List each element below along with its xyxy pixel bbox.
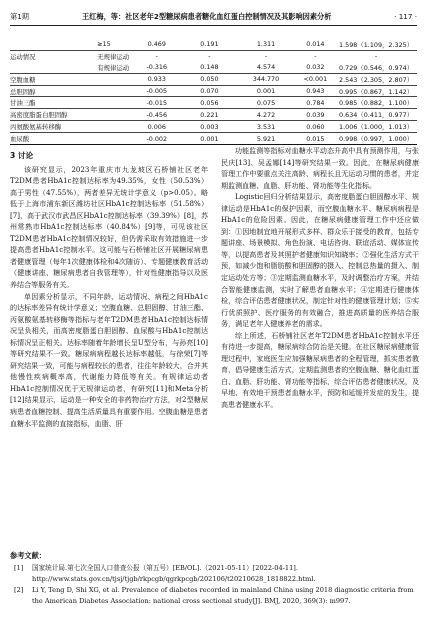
- value-cell: 0.221: [182, 109, 236, 121]
- row-label: 高密度脂蛋白胆固醇: [10, 109, 97, 121]
- value-cell: 0.998（0.997，1.000）: [335, 133, 417, 145]
- row-label: [10, 39, 97, 50]
- row-sublabel: [97, 133, 131, 145]
- reference-text: Li Y, Teng D, Shi XG, et al. Prevalence of diabetes recorded in mainland China using 2018 diagnostic criteria from the American Diabetes Association: national cross sectional study[J]. BMJ, 2020, 369(3): m997.: [32, 586, 414, 605]
- value-cell: 0.060: [296, 121, 336, 133]
- table-row: [10, 85, 417, 97]
- row-label: 血尿酸: [10, 133, 97, 145]
- value-cell: 0.003: [182, 121, 236, 133]
- row-sublabel: [97, 85, 131, 97]
- value-cell: 0.995（0.867，1.142）: [335, 85, 417, 97]
- value-cell: 0.943: [296, 85, 336, 97]
- value-cell: 0.191: [200, 40, 219, 49]
- row-sublabel: [97, 73, 131, 85]
- table-row: [10, 50, 417, 61]
- reference-number: [1]: [14, 564, 24, 572]
- value-cell: -: [182, 50, 236, 61]
- row-label: 丙氨酸氨基转移酶: [10, 121, 97, 133]
- row-label: 总胆固醇: [10, 85, 97, 97]
- body-paragraph: 该研究显示，2023年重庆市九龙坡区石桥铺社区老年T2DM患者HbA1c控制达标率为49.35%，女性（50.53%）高于男性（47.55%），两者差异无统计学意义（p>0.05）。略低于上海市浦东新区潍坊社区HbA1c控制达标率（51.58%）[7]，高于武汉市武昌区HbA1c控制达标率（39.39%）[8]，苏州常熟市HbA1c控制达标率（40.84%）[9]等，可见该社区T2DM患者HbA1c控制情况较好，但仍需采取有效措施进一步提高患者HbA1c控制水平。这可能与石桥铺社区开展糖尿病患者健康管理（每年1次健康体检和4次随访）、专题健康教育活动（健康讲座、糖尿病患者自我管理等），针对性健康指导以及医养结合等服务有关。: [10, 164, 208, 290]
- regression-table: [10, 39, 417, 145]
- value-cell: 0.075: [236, 97, 295, 109]
- row-sublabel: [97, 97, 131, 109]
- table-row: [10, 133, 417, 145]
- table-row: [10, 39, 417, 50]
- references-heading: 参考文献：: [10, 551, 46, 560]
- value-cell: -: [296, 50, 336, 61]
- reference-text: 国家统计局.第七次全国人口普查公报（第五号）[EB/OL].（2021-05-11）[2022-04-11]. http://www.stats.gov.cn/tjsj/tjgb/rkpcgb/qgrkpcgb/202106/t20210628_1818822.html.: [32, 564, 316, 583]
- body-paragraph: 综上所述，石桥铺社区老年T2DM患者HbA1c控制水平还有待进一步提高，糖尿病综合防治是关键。在社区糖尿病健康管理过程中，家庭医生应加强糖尿病患者的全程管理，抓实患者教育，倡导健康生活方式，定期监测患者的空腹血糖、糖化血红蛋白、血脂、肝功能、肾功能等指标，综合评估患者健康状况，及早地、有效地干预患者血糖水平，预防和延缓并发症的发生，提高患者健康水平。: [221, 330, 419, 410]
- row-label: 运动情况: [10, 50, 97, 61]
- value-cell: 0.933: [131, 73, 182, 85]
- row-sublabel: 无规律运动: [97, 50, 131, 61]
- running-header: [10, 12, 417, 24]
- body-paragraph: Logistic回归分析结果显示，高密度脂蛋白胆固醇水平、规律运动是HbA1c的保护因素，而空腹血糖水平、糖尿病病程是HbA1c的危险因素。因此，在糖尿病健康管理工作中还应做到：①因地制宜地开展形式多样、群众乐于接受的教育，包括专题讲座、场景模拟、角色扮演、电话咨询、联谊活动、媒体宣传等，以提高患者及其照护者健康知识知晓率；②强化生活方式干预，如减少饱和脂肪酸和胆固醇的摄入、控制总热量的摄入、制定运动处方等；③定期监测血糖水平，及时调整治疗方案，并结合智能健康监测，实时了解患者血糖水平；④定期进行健康体检，综合评估患者健康状况，制定针对性的健康管理计划；⑤实行优质照护、医疗服务的有效融合，推进高质量的医养结合服务，满足老年人健康养老的需求。: [221, 192, 419, 329]
- value-cell: 1.006（1.000，1.013）: [335, 121, 417, 133]
- value-cell: 2.543（2.305，2.807）: [335, 73, 417, 85]
- reference-number: [2]: [14, 586, 24, 594]
- table-row: [10, 62, 417, 73]
- value-cell: -0.005: [131, 85, 182, 97]
- running-title: 王红梅，等：社区老年2型糖尿病患者糖化血红蛋白控制情况及其影响因素分析: [82, 12, 332, 21]
- value-cell: 0.148: [200, 63, 219, 72]
- references: [10, 550, 417, 607]
- value-cell: 0.001: [182, 133, 236, 145]
- value-cell: 4.272: [236, 109, 295, 121]
- row-label: [10, 62, 97, 73]
- table-row: [10, 73, 417, 85]
- value-cell: 0.014: [306, 40, 325, 49]
- value-cell: 1.598（1.109，2.325）: [339, 40, 414, 49]
- reference-item: [10, 563, 417, 585]
- value-cell: 0.001: [236, 85, 295, 97]
- row-label: 空腹血糖: [10, 73, 97, 85]
- table-row: [10, 109, 417, 121]
- value-cell: -0.316: [146, 63, 168, 72]
- value-cell: 344.770: [236, 73, 295, 85]
- value-cell: -: [236, 50, 295, 61]
- value-cell: -: [131, 50, 182, 61]
- table-row: [10, 121, 417, 133]
- value-cell: 5.921: [236, 133, 295, 145]
- section-heading: 3 讨论: [10, 151, 34, 160]
- left-column: [10, 150, 208, 429]
- value-cell: 0.039: [296, 109, 336, 121]
- table-row: [10, 97, 417, 109]
- page-number: · 117 ·: [394, 12, 417, 21]
- value-cell: 1.311: [256, 40, 276, 49]
- row-sublabel: 有规律运动: [97, 63, 130, 72]
- value-cell: 4.574: [256, 63, 276, 72]
- value-cell: 0.032: [306, 63, 325, 72]
- row-sublabel: [97, 109, 131, 121]
- body-paragraph: 功能监测等指标对血糖水平动态升高中具有预测作用，与张民庆[13]、吴孟娜[14]等研究结果一致。因此，在糖尿病健康管理工作中要重点关注高龄、病程长且无运动习惯的患者，并定期监测血糖、血脂、肝功能、肾功能等生化指标。: [221, 146, 419, 190]
- issue-number: 第1期: [10, 12, 29, 21]
- value-cell: 0.050: [182, 73, 236, 85]
- value-cell: 0.985（0.882，1.100）: [335, 97, 417, 109]
- row-sublabel: ≥15: [97, 40, 111, 49]
- value-cell: 0.056: [182, 97, 236, 109]
- header-rule: [10, 25, 417, 26]
- row-label: 甘油三酯: [10, 97, 97, 109]
- value-cell: <0.001: [296, 73, 336, 85]
- value-cell: 0.784: [296, 97, 336, 109]
- value-cell: 0.070: [182, 85, 236, 97]
- reference-item: [10, 585, 417, 607]
- value-cell: -: [335, 50, 417, 61]
- value-cell: 0.469: [147, 40, 166, 49]
- value-cell: -0.002: [131, 133, 182, 145]
- value-cell: 0.729（0.546，0.974）: [339, 63, 414, 72]
- value-cell: -0.456: [131, 109, 182, 121]
- value-cell: 3.531: [236, 121, 295, 133]
- value-cell: 0.015: [296, 133, 336, 145]
- value-cell: 0.634（0.411，0.977）: [335, 109, 417, 121]
- value-cell: -0.015: [131, 97, 182, 109]
- right-column: [221, 145, 419, 411]
- body-paragraph: 单因素分析显示，不同年龄、运动情况、病程之间HbA1c的达标率差异有统计学意义；空腹血糖、总胆固醇、甘油三酯、丙氨酸氨基转移酶等指标与老年T2DM患者HbA1c控制达标情况呈负相关，而高密度脂蛋白胆固醇、血尿酸与HbA1c控制达标情况呈正相关。达标率随着年龄增长呈U型分布，与孙亮[10]等研究结果不一致。糖尿病病程越长达标率越低，与徐荣[7]等研究结果一致，可能与病程较长的患者，往往年龄较大，合并其他慢性疾病概率高，代谢能力降低等有关。有规律运动者HbA1c控制情况优于无规律运动者，有研究[11]和Meta分析[12]结果显示，运动是一种安全的非药物治疗方法，对2型糖尿病患者血糖控制、提高生活质量具有重要作用。空腹血糖是患者血糖水平监测的直接指标，血脂、肝: [10, 291, 208, 428]
- value-cell: 0.006: [131, 121, 182, 133]
- row-sublabel: [97, 121, 131, 133]
